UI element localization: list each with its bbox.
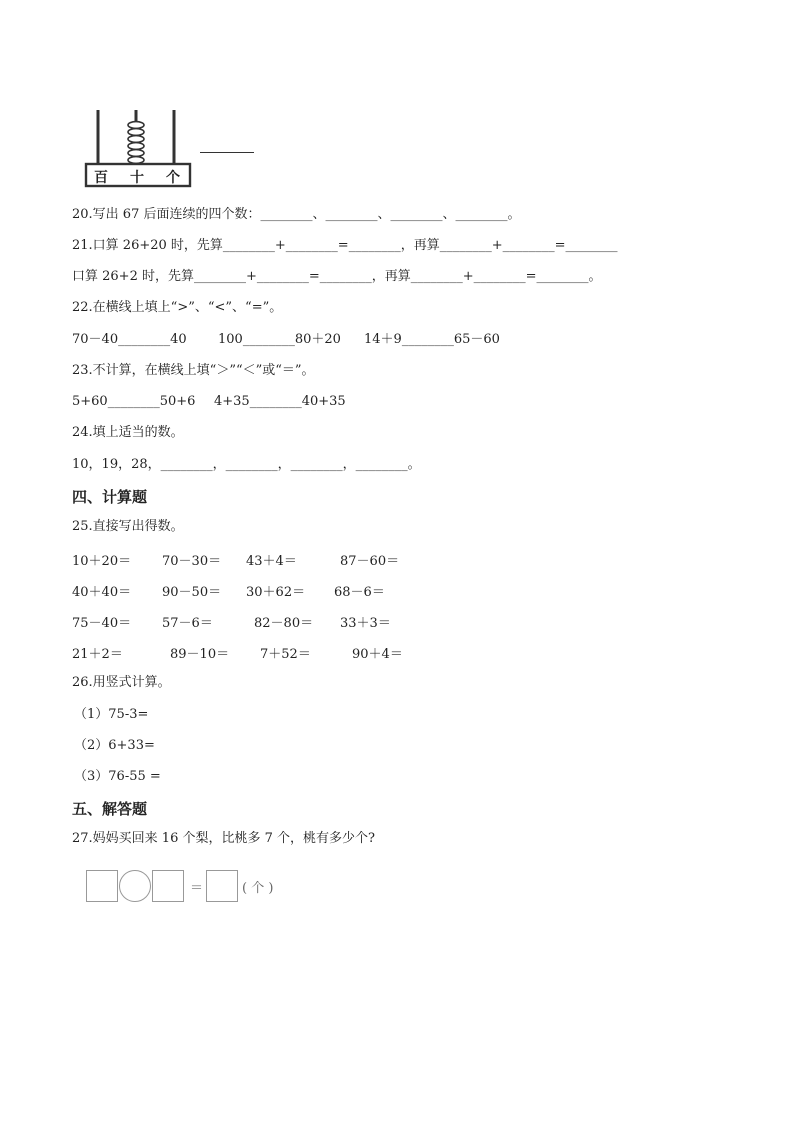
q23-item-1: 5+60________50+6 — [72, 394, 196, 409]
operator-circle[interactable] — [119, 870, 151, 902]
q25-cell: 30＋62＝ — [246, 585, 306, 600]
q22-item-3: 14＋9________65－60 — [364, 332, 500, 347]
q26-item-1: （1）75-3= — [74, 707, 149, 722]
q25-cell: 89－10＝ — [170, 647, 230, 662]
q25-cell: 68－6＝ — [334, 585, 385, 600]
q25-cell: 75－40＝ — [72, 616, 132, 631]
abacus-answer-blank[interactable] — [200, 152, 254, 153]
answer-box-2[interactable] — [152, 870, 184, 902]
q22-item-2: 100________80＋20 — [218, 332, 341, 347]
q25-cell: 21＋2＝ — [72, 647, 123, 662]
question-23: 23.不计算，在横线上填“＞”“＜”或“＝”。 — [72, 363, 315, 378]
q26-item-3: （3）76-55 = — [74, 769, 161, 784]
question-25: 25.直接写出得数。 — [72, 519, 184, 534]
equals-sign: ＝ — [190, 881, 204, 896]
abacus-label-ones: 个 — [166, 170, 180, 186]
q24-sequence: 10，19，28，________，________，________，________。 — [72, 457, 421, 472]
question-21-line2: 口算 26+2 时，先算________+________=________，再算________+________=________。 — [72, 269, 602, 284]
q25-cell: 70－30＝ — [162, 554, 222, 569]
q25-cell: 33＋3＝ — [340, 616, 391, 631]
question-26: 26.用竖式计算。 — [72, 675, 171, 690]
question-27: 27.妈妈买回来 16 个梨，比桃多 7 个，桃有多少个? — [72, 831, 375, 846]
q25-cell: 82－80＝ — [254, 616, 314, 631]
question-24: 24.填上适当的数。 — [72, 425, 184, 440]
question-20: 20.写出 67 后面连续的四个数：________、________、________、________。 — [72, 207, 521, 222]
q25-cell: 43＋4＝ — [246, 554, 297, 569]
abacus-image — [84, 108, 194, 188]
q25-cell: 40＋40＝ — [72, 585, 132, 600]
question-22: 22.在横线上填上“>”、“<”、“=”。 — [72, 300, 283, 315]
answer-box-result[interactable] — [206, 870, 238, 902]
q25-cell: 90＋4＝ — [352, 647, 403, 662]
unit-label: ( 个 ) — [242, 881, 274, 896]
section-4-heading: 四、计算题 — [72, 488, 148, 506]
q22-item-1: 70－40________40 — [72, 332, 187, 347]
abacus-label-hundreds: 百 — [94, 170, 108, 186]
q25-cell: 87－60＝ — [340, 554, 400, 569]
question-21-line1: 21.口算 26+20 时，先算________+________=________，再算________+________=________ — [72, 238, 618, 253]
q26-item-2: （2）6+33= — [74, 738, 155, 753]
q25-cell: 7＋52＝ — [260, 647, 311, 662]
section-5-heading: 五、解答题 — [72, 800, 148, 818]
abacus-label-tens: 十 — [130, 170, 144, 186]
q25-cell: 90－50＝ — [162, 585, 222, 600]
q25-cell: 10＋20＝ — [72, 554, 132, 569]
q25-cell: 57－6＝ — [162, 616, 213, 631]
answer-box-1[interactable] — [86, 870, 118, 902]
q23-item-2: 4+35________40+35 — [214, 394, 346, 409]
